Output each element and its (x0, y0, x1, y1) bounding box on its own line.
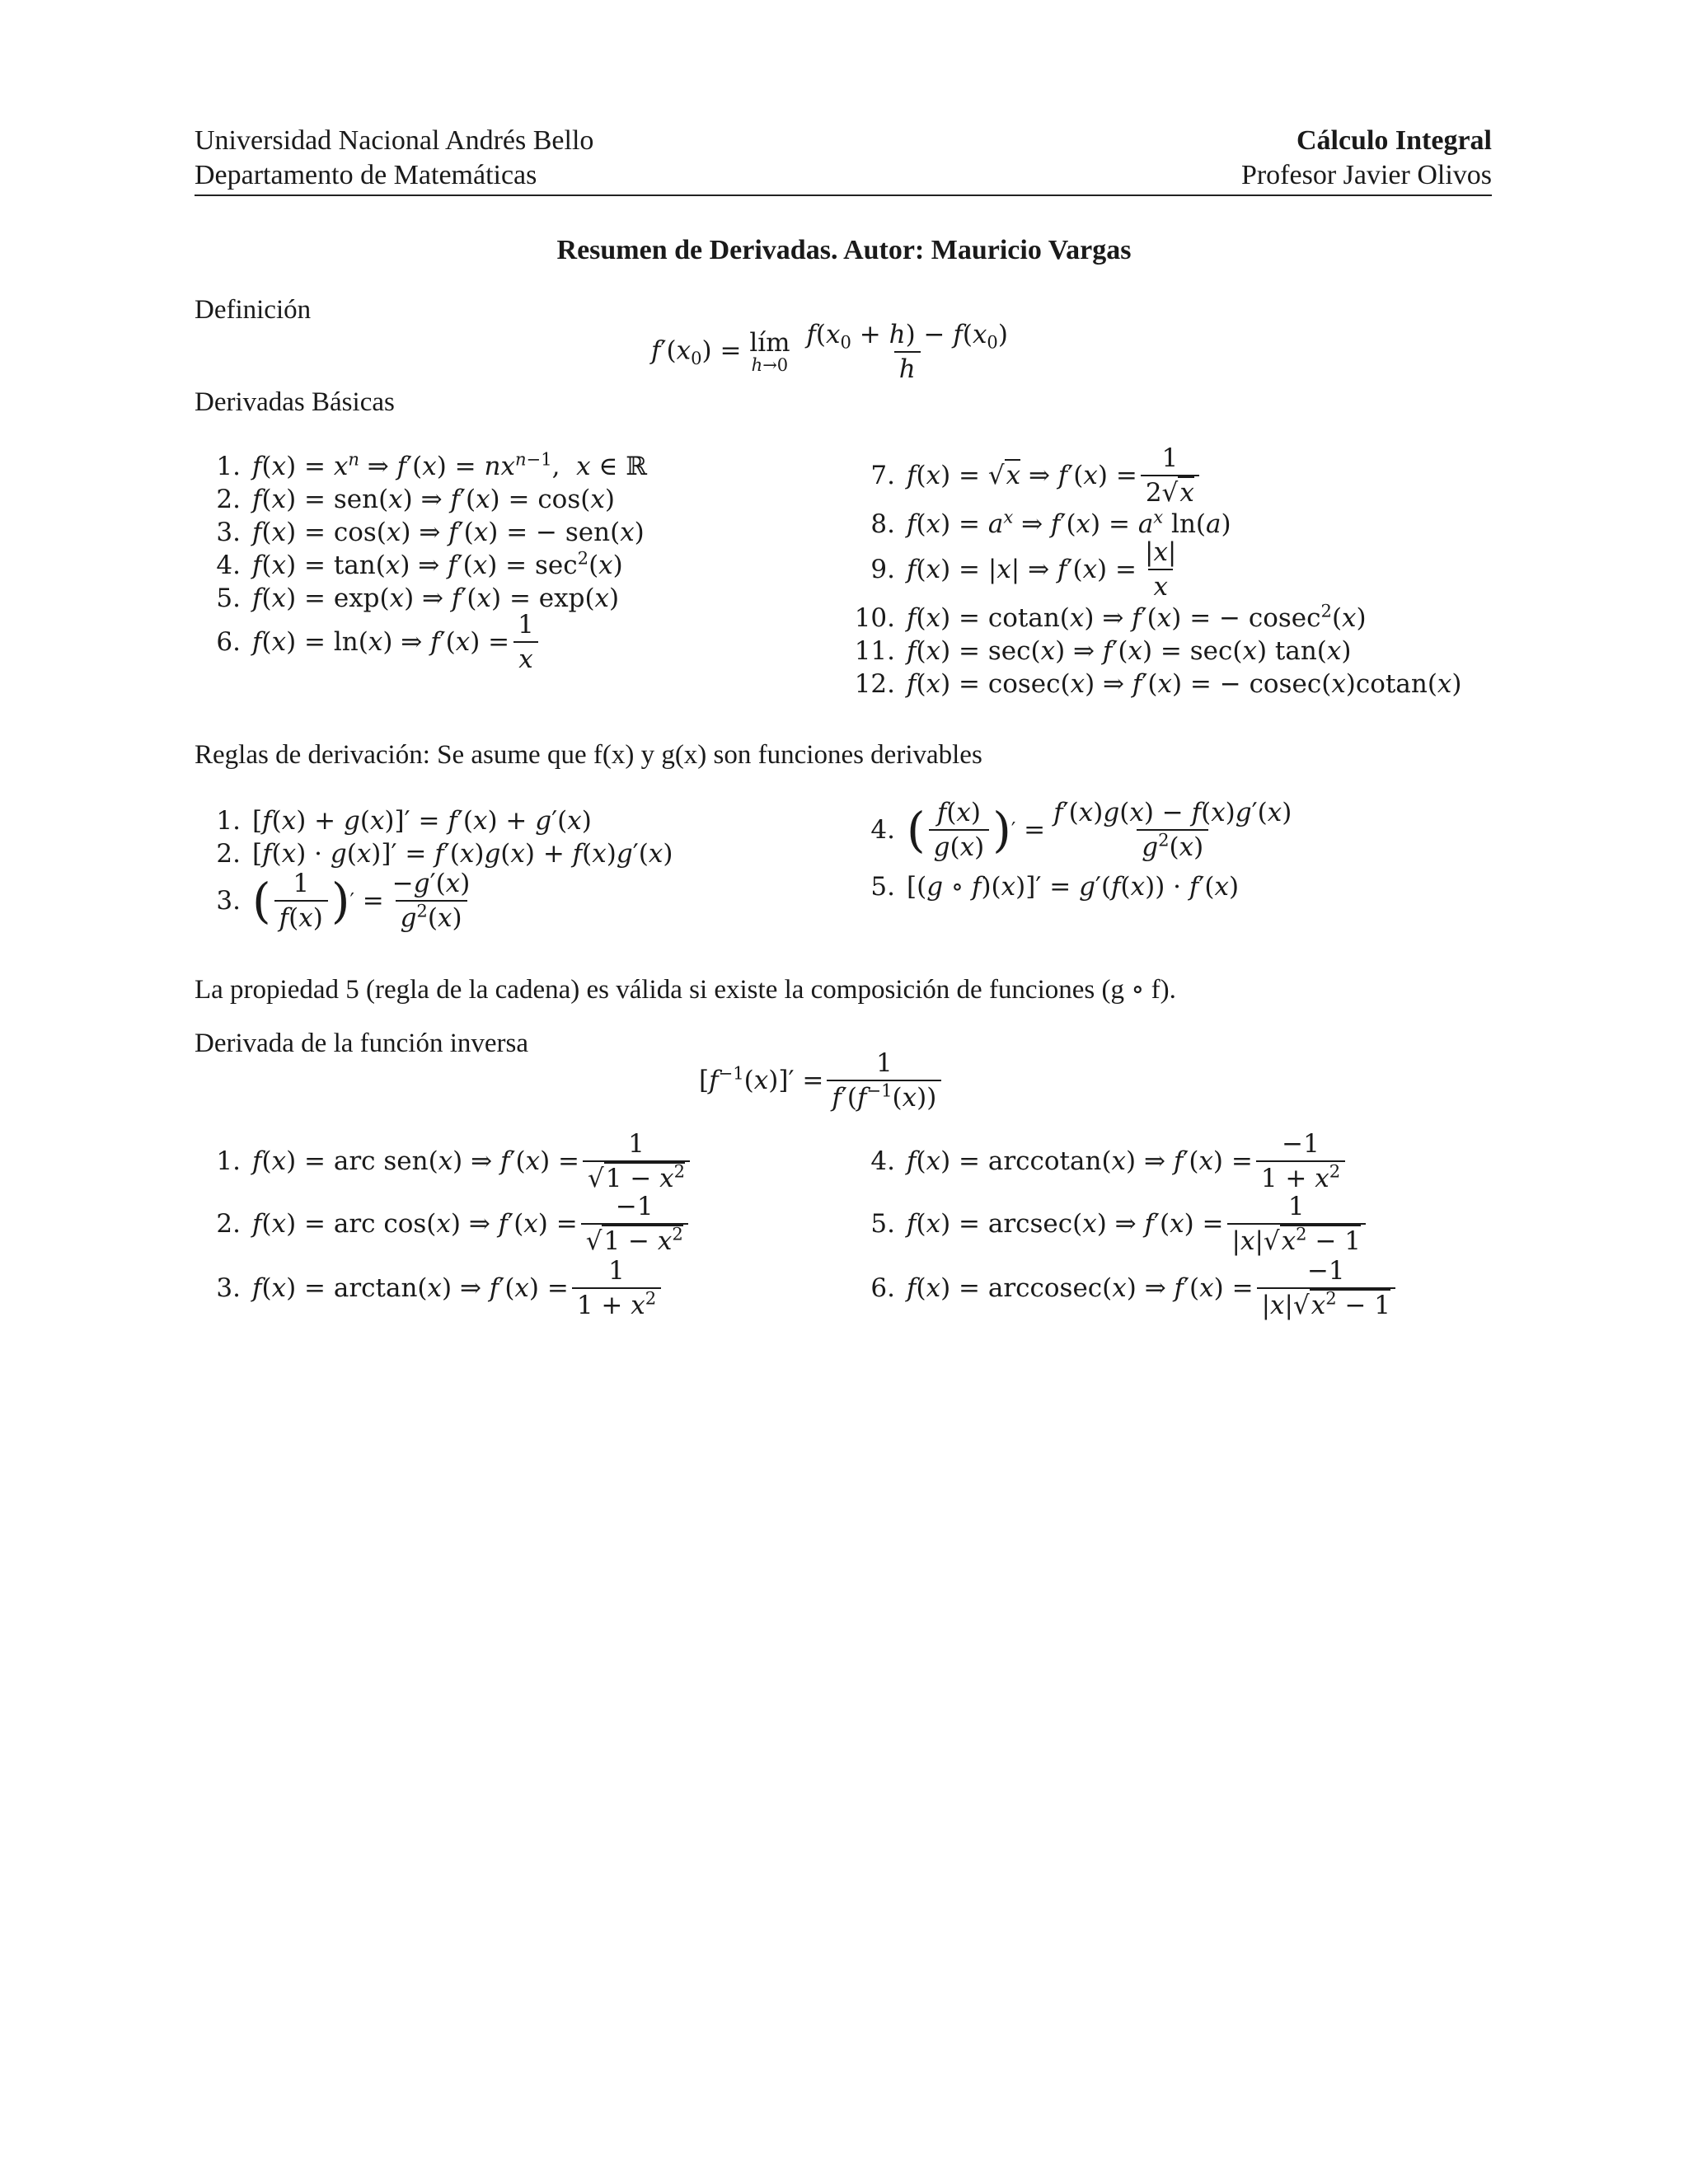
header-course: Cálculo Integral (1296, 125, 1492, 156)
basic-formula-12: 12. f(x) = cosec(x) ⇒ f′(x) = − cosec(x)cotan(x) (854, 669, 1462, 699)
basic-formula-3: 3. f(x) = cos(x) ⇒ f′(x) = − sen(x) (216, 518, 645, 547)
basic-formula-4: 4. f(x) = tan(x) ⇒ $f'(x) = \sec^2(x)$ (216, 547, 623, 580)
inverse-formula-1: 1. f(x) = arc sen(x) ⇒ f′(x) = $\frac{1}{√1 - x^2}$ (195, 1129, 693, 1193)
basic-formula-5: 5. f(x) = exp(x) ⇒ f′(x) = exp(x) (216, 583, 620, 613)
basic-formula-6: 6. f(x) = ln(x) ⇒ f′(x) = $\frac{1}{x}$ (195, 610, 542, 674)
basic-formula-9: 9. f(x) = |x| ⇒ f′(x) = $\frac{|x|}{x}$ (870, 537, 1177, 602)
section-definition: Definición (195, 295, 312, 325)
basic-formula-7: 7. f(x) = √x ⇒ f′(x) = $\frac{1}{2√x}$ (849, 443, 1203, 508)
formula-inverse-definition: $[f^{-1}(x)]'$ = $\frac{1}{f'(f^{-1}(x))}$ (699, 1048, 945, 1113)
basic-formula-8: 8. $f(x) = a^x$ ⇒ $f'(x) = a^x$ ln(a) (870, 506, 1231, 539)
inverse-formula-5: 5. f(x) = arcsec(x) ⇒ f′(x) = $\frac{1}{|x|√x^2 - 1}$ (849, 1192, 1369, 1256)
inverse-formula-2: 2. f(x) = arc cos(x) ⇒ f′(x) = $\frac{-1}{√1 - x^2}$ (195, 1192, 692, 1256)
page-title: Resumen de Derivadas. Autor: Mauricio Vargas (556, 235, 1132, 265)
section-rules: Reglas de derivación: Se asume que f(x) y g(x) son funciones derivables (195, 740, 982, 770)
header-department: Departamento de Matemáticas (195, 160, 537, 190)
section-inverse: Derivada de la función inversa (195, 1029, 528, 1058)
formula-definition: $f'(x_0)$ = lím h→0 $\frac{f(x_0 + h) - f(x_0)}{h}$ (651, 320, 1008, 384)
section-basic: Derivadas Básicas (195, 387, 395, 417)
inverse-formula-3: 3. f(x) = arctan(x) ⇒ f′(x) = $\frac{1}{1 + x^2}$ (195, 1256, 664, 1320)
chain-rule-note: La propiedad 5 (regla de la cadena) es válida si existe la composición de funciones (g ∘ f). (195, 975, 1176, 1005)
header-rule (195, 194, 1492, 196)
rule-formula-1: 1. [f(x) + g(x)]′ = f′(x) + g′(x) (216, 806, 592, 836)
header-professor: Profesor Javier Olivos (1240, 160, 1492, 190)
basic-formula-11: 11. f(x) = sec(x) ⇒ f′(x) = sec(x) tan(x) (854, 636, 1352, 666)
inverse-formula-6: 6. f(x) = arccosec(x) ⇒ f′(x) = $\frac{-1}{|x|√x^2 - 1}$ (849, 1256, 1399, 1320)
header-university: Universidad Nacional Andrés Bello (195, 125, 594, 156)
rule-formula-4: 4. ( $\frac{f(x)}{g(x)}$ ) ′ = $\frac{f'(x)g(x) - f(x)g'(x)}{g^2(x)}$ (870, 798, 1292, 862)
rule-formula-5: 5. [(g ∘ f)(x)]′ = g′(f(x)) · f′(x) (870, 872, 1240, 902)
basic-formula-1: 1. $f(x) = x^n$ ⇒ $f'(x) = nx^{n-1}$, x ∈ ℝ (216, 448, 648, 481)
rule-formula-3: 3. ( $\frac{1}{f(x)}$ ) ′ = $\frac{-g'(x)}{g^2(x)}$ (216, 869, 471, 933)
rule-formula-2: 2. [f(x) · g(x)]′ = f′(x)g(x) + f(x)g′(x) (216, 839, 673, 869)
basic-formula-10: 10. f(x) = cotan(x) ⇒ f′(x) = − cosec$^2$(x) (854, 600, 1367, 633)
basic-formula-2: 2. f(x) = sen(x) ⇒ f′(x) = cos(x) (216, 485, 615, 514)
inverse-formula-4: 4. f(x) = arccotan(x) ⇒ f′(x) = $\frac{-1}{1 + x^2}$ (849, 1129, 1348, 1193)
